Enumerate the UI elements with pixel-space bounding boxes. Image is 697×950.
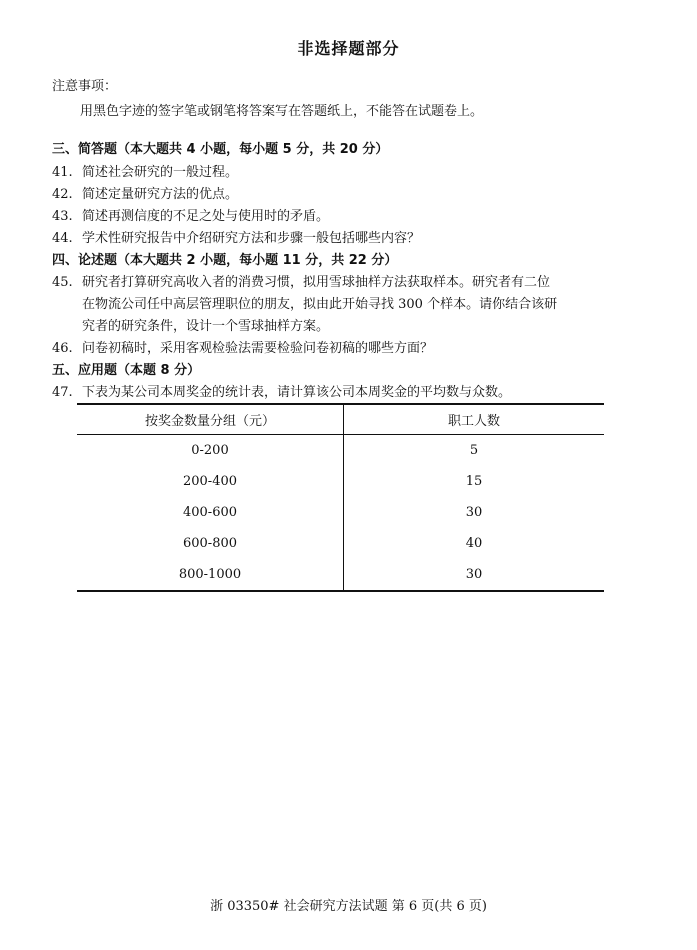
question-text: 学术性研究报告中介绍研究方法和步骤一般包括哪些内容？	[82, 231, 421, 246]
question-45-line-3: 究者的研究条件，设计一个雪球抽样方案。	[82, 319, 330, 334]
question-number: 43.	[52, 209, 73, 224]
table-header-row	[77, 404, 604, 435]
table-row	[77, 528, 604, 559]
table-row	[77, 559, 604, 591]
bonus-group-cell: 400-600	[77, 497, 344, 528]
section-heading-application: 五、应用题（本题 8 分）	[52, 363, 201, 378]
employee-count-cell: 30	[465, 567, 483, 582]
page-title: 非选择题部分	[297, 39, 400, 58]
employee-count-cell: 30	[465, 505, 483, 520]
notes-body: 用黑色字迹的签字笔或钢笔将答案写在答题纸上，不能答在试题卷上。	[80, 104, 484, 119]
question-number: 44.	[52, 231, 73, 246]
employee-count-cell: 5	[469, 443, 479, 458]
table-row	[77, 435, 604, 467]
question-text: 问卷初稿时，采用客观检验法需要检验问卷初稿的哪些方面？	[82, 341, 434, 356]
question-text: 研究者打算研究高收入者的消费习惯，拟用雪球抽样方法获取样本。研究者有二位	[82, 275, 551, 290]
header-bonus-group: 按奖金数量分组（元）	[77, 404, 344, 435]
notes-heading: 注意事项：	[52, 79, 118, 94]
question-45-line-2: 在物流公司任中高层管理职位的朋友，拟由此开始寻找 300 个样本。请你结合该研	[82, 297, 558, 312]
section-heading-essay: 四、论述题（本大题共 2 小题，每小题 11 分，共 22 分）	[52, 253, 398, 268]
question-number: 47.	[52, 385, 73, 400]
question-number: 42.	[52, 187, 73, 202]
bonus-group-cell: 200-400	[77, 466, 344, 497]
bonus-group-cell: 600-800	[77, 528, 344, 559]
question-42	[52, 183, 238, 202]
question-text: 简述再测信度的不足之处与使用时的矛盾。	[82, 209, 330, 224]
page-footer: 浙 03350# 社会研究方法试题 第 6 页(共 6 页)	[210, 899, 487, 914]
question-text: 简述社会研究的一般过程。	[82, 165, 239, 180]
question-number: 46.	[52, 341, 73, 356]
employee-count-cell: 40	[465, 536, 483, 551]
question-43	[52, 205, 329, 224]
question-number: 41.	[52, 165, 73, 180]
question-text: 下表为某公司本周奖金的统计表，请计算该公司本周奖金的平均数与众数。	[82, 385, 512, 400]
question-45	[52, 271, 550, 290]
table-row	[77, 497, 604, 528]
bonus-group-cell: 800-1000	[77, 559, 344, 591]
question-47	[52, 381, 511, 400]
question-46	[52, 337, 433, 356]
bonus-group-cell: 0-200	[77, 435, 344, 467]
table-row	[77, 466, 604, 497]
question-41	[52, 161, 238, 180]
bonus-statistics-table	[77, 403, 604, 592]
header-employee-count: 职工人数	[447, 414, 500, 429]
section-heading-short-answer: 三、简答题（本大题共 4 小题，每小题 5 分，共 20 分）	[52, 142, 389, 157]
question-44	[52, 227, 420, 246]
question-text: 简述定量研究方法的优点。	[82, 187, 239, 202]
question-number: 45.	[52, 275, 73, 290]
employee-count-cell: 15	[465, 474, 483, 489]
